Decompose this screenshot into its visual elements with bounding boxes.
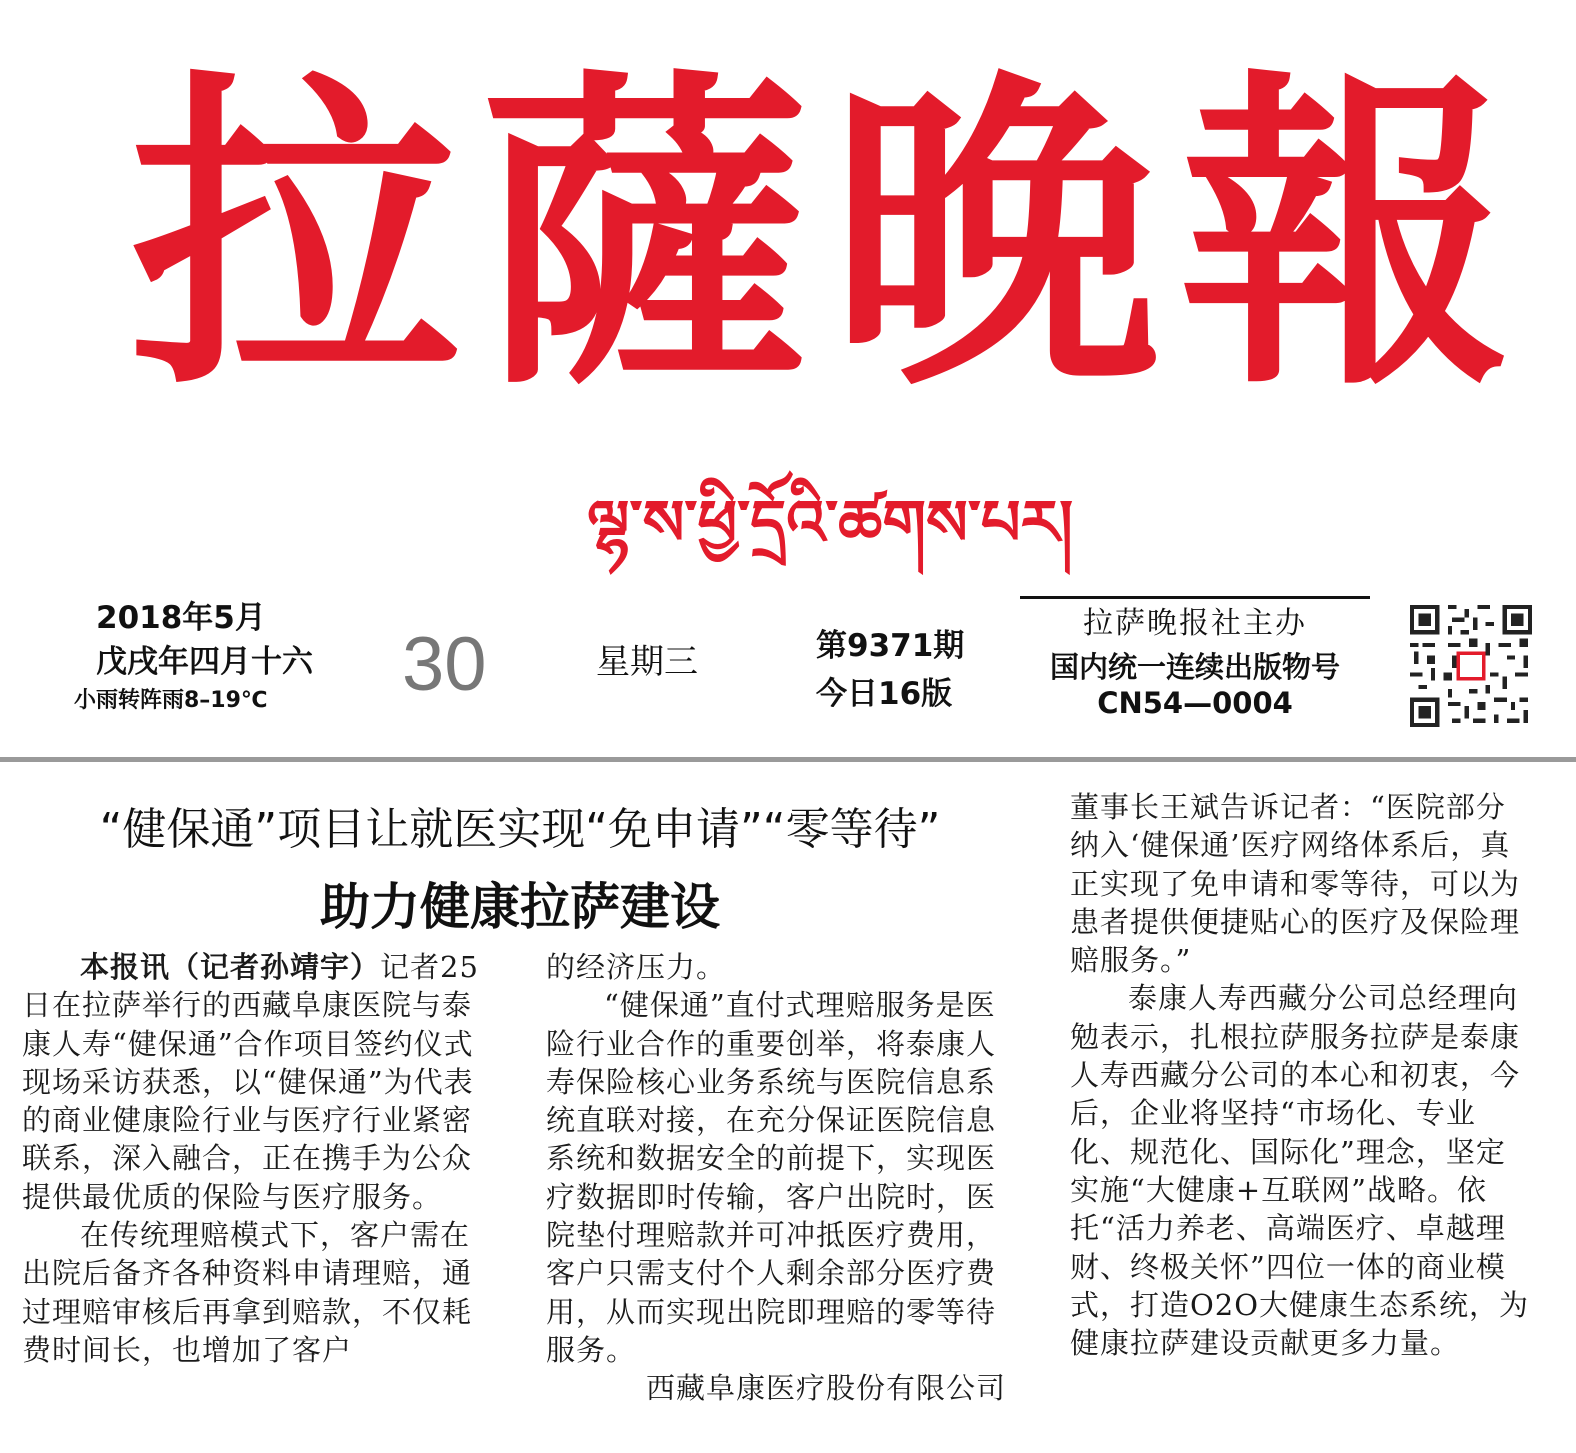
day-number: 30	[402, 622, 487, 707]
article-column-2	[546, 948, 1008, 1408]
article-paragraph: 董事长王斌告诉记者：“医院部分纳入‘健保通’医疗网络体系后，真正实现了免申请和零等待，可以为患者提供便捷贴心的医疗及保险理赔服务。”	[1070, 790, 1521, 978]
article-paragraph: 西藏阜康医疗股份有限公司	[645, 1371, 1006, 1406]
issue-number: 第9371期	[816, 628, 965, 664]
masthead	[0, 0, 1576, 590]
weather-forecast: 小雨转阵雨8–19℃	[74, 688, 268, 713]
article-subheadline: “健保通”项目让就医实现“免申请”“零等待”	[99, 804, 941, 855]
article-paragraph: 泰康人寿西藏分公司总经理向勉表示，扎根拉萨服务拉萨是泰康人寿西藏分公司的本心和初衷，今后，企业将坚持“市场化、专业化、规范化、国际化”理念，坚定实施“大健康+互联网”战略。依托“活力养老、高端医疗、卓越理财、终极关怀”四位一体的商业模式，打造O2O大健康生态系统，为健康拉萨建设贡献更多力量。	[1070, 981, 1530, 1361]
masthead-char: 晚	[830, 41, 1160, 429]
lunar-date: 戊戌年四月十六	[96, 644, 313, 680]
article-paragraph: “健保通”直付式理赔服务是医险行业合作的重要创举，将泰康人寿保险核心业务系统与医院信息系统直联对接，在充分保证医院信息系统和数据安全的前提下，实现医疗数据即时传输，客户出院时，医院垫付理赔款并可冲抵医疗费用，客户只需支付个人剩余部分医疗费用，从而实现出院即理赔的零等待服务。	[546, 988, 997, 1367]
article-paragraph: 在传统理赔模式下，客户需在出院后备齐各种资料申请理赔，通过理赔审核后再拿到赔款，不仅耗费时间长，也增加了客户	[22, 1218, 473, 1367]
publisher-sponsor: 拉萨晚报社主办	[1083, 606, 1307, 641]
article-paragraph: 的经济压力。	[546, 950, 727, 984]
serial-number: CN54—0004	[1097, 686, 1293, 720]
masthead-char: 薩	[480, 41, 810, 429]
masthead-char: 拉	[130, 41, 460, 429]
masthead-title	[130, 20, 1510, 450]
publisher-block	[1020, 596, 1370, 721]
issue-info-bar	[0, 590, 1576, 758]
article-column-3	[1070, 788, 1532, 1362]
date-block	[70, 596, 320, 718]
serial-label: 国内统一连续出版物号	[1049, 650, 1340, 684]
weekday: 星期三	[596, 642, 698, 682]
masthead-char: 報	[1180, 41, 1510, 429]
article-text: 记者25日在拉萨举行的西藏阜康医院与泰康人寿“健保通”合作项目签约仪式现场采访获悉，以“健保通”为代表的商业健康险行业与医疗行业紧密联系，深入融合，正在携手为公众提供最优质的保险与医疗服务。	[22, 950, 479, 1214]
qr-code-icon	[1410, 604, 1532, 728]
masthead-tibetan-title: ལྷ་ས་ཕྱི་དྲོའི་ཚགས་པར།	[587, 486, 1073, 559]
page-count: 今日16版	[816, 676, 953, 712]
section-divider	[0, 757, 1576, 762]
gregorian-date: 2018年5月	[96, 600, 266, 636]
article-paragraph	[22, 948, 484, 1216]
issue-block	[816, 622, 964, 718]
article-headline: 助力健康拉萨建设	[320, 878, 720, 936]
article-dateline: 本报讯（记者孙靖宇）	[80, 950, 381, 984]
article-column-1	[22, 948, 484, 1369]
